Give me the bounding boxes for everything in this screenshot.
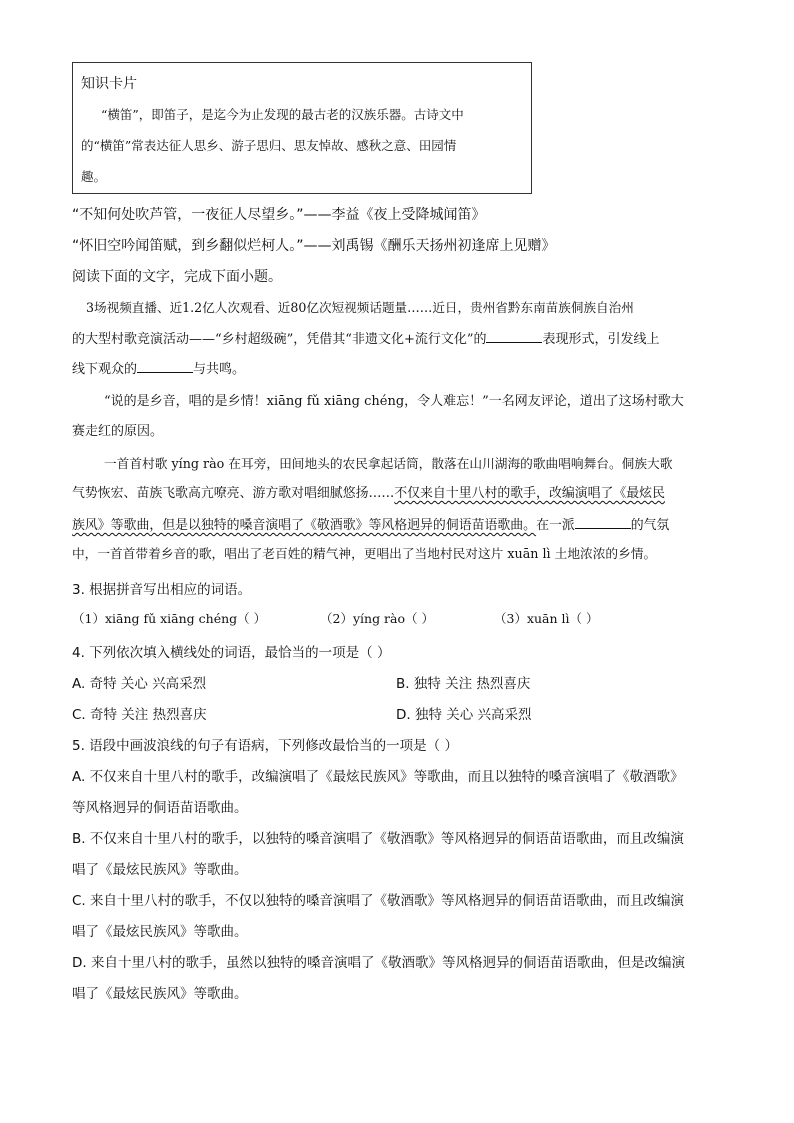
- q4-option-a: A. 奇特 关心 兴高采烈: [72, 676, 207, 692]
- passage-p3-line-1: 一首首村歌 yíng rào 在耳旁，田间地头的农民拿起话筒，散落在山川湖海的歌曲唱响舞台。侗族大歌: [104, 456, 673, 471]
- passage-p3-line-3-b: 在一派: [536, 518, 575, 533]
- q5-option-c-line-2: 唱了《最炫民族风》等歌曲。: [72, 924, 248, 940]
- passage-p1-line-3-a: 线下观众的: [72, 362, 138, 377]
- passage-p2-line-2: 赛走红的原因。: [72, 424, 164, 439]
- card-line-2: 的“横笛”常表达征人思乡、游子思归、思友悼故、感秋之意、田园情: [81, 138, 457, 153]
- blank-2: [137, 358, 193, 373]
- passage-p2-line-1: “说的是乡音，唱的是乡情！xiāng fǔ xiāng chéng，令人难忘！”一名网友评论，道出了这场村歌大: [104, 394, 684, 409]
- poem-line-2: “怀旧空吟闻笛赋，到乡翻似烂柯人。”——刘禹锡《酬乐天扬州初逢席上见赠》: [72, 238, 556, 254]
- passage-p1-line-3-b: 与共鸣。: [193, 362, 246, 377]
- q4-option-c: C. 奇特 关注 热烈喜庆: [72, 707, 207, 723]
- wavy-sentence-part-2: 族风》等歌曲，但是以独特的嗓音演唱了《敬酒歌》等风格迥异的侗语苗语歌曲。: [72, 518, 537, 533]
- q4-stem: 4. 下列依次填入横线处的词语，最恰当的一项是（ ）: [72, 645, 391, 661]
- passage-p1-line-2-a: 的大型村歌竞演活动——“乡村超级碗”，凭借其“非遗文化+流行文化”的: [72, 332, 487, 347]
- card-line-1: “横笛”，即笛子，是迄今为止发现的最古老的汉族乐器。古诗文中: [101, 107, 464, 122]
- q5-option-c-line-1: C. 来自十里八村的歌手，不仅以独特的嗓音演唱了《敬酒歌》等风格迥异的侗语苗语歌曲，而且改编演: [72, 893, 685, 909]
- q5-stem: 5. 语段中画波浪线的句子有语病，下列修改最恰当的一项是（ ）: [72, 738, 458, 754]
- q5-option-a-line-2: 等风格迥异的侗语苗语歌曲。: [72, 800, 248, 816]
- q3-item-3: （3）xuān lì（ ）: [494, 611, 599, 626]
- passage-p1-line-3: [72, 358, 245, 380]
- q5-option-b-line-2: 唱了《最炫民族风》等歌曲。: [72, 862, 248, 878]
- q3-item-2: （2）yíng rào（ ）: [320, 611, 434, 626]
- passage-p1-line-2: [72, 328, 660, 350]
- q5-option-d-line-1: D. 来自十里八村的歌手，虽然以独特的嗓音演唱了《敬酒歌》等风格迥异的侗语苗语歌曲，但是改编演: [72, 955, 685, 971]
- passage-p3-line-2: [72, 484, 665, 504]
- passage-p3-line-3: [72, 514, 669, 536]
- q5-option-d-line-2: 唱了《最炫民族风》等歌曲。: [72, 986, 248, 1002]
- poem-line-1: “不知何处吹芦管，一夜征人尽望乡。”——李益《夜上受降城闻笛》: [72, 207, 486, 223]
- q3-stem: 3. 根据拼音写出相应的词语。: [72, 582, 252, 598]
- q4-option-d: D. 独特 关心 兴高采烈: [396, 707, 532, 723]
- q4-option-b: B. 独特 关注 热烈喜庆: [396, 676, 531, 692]
- knowledge-card: [72, 62, 532, 194]
- passage-p3-line-3-c: 的气氛: [630, 518, 670, 533]
- card-line-3: 趣。: [81, 169, 107, 184]
- q3-item-1: （1）xiāng fǔ xiāng chéng（ ）: [72, 611, 267, 626]
- q5-option-b-line-1: B. 不仅来自十里八村的歌手，以独特的嗓音演唱了《敬酒歌》等风格迥异的侗语苗语歌曲，而且改编演: [72, 831, 684, 847]
- passage-p3-line-2-a: 气势恢宏、苗族飞歌高亢嘹亮、游方歌对唱细腻悠扬……: [72, 486, 395, 501]
- card-title: 知识卡片: [81, 76, 137, 92]
- blank-1: [486, 328, 542, 343]
- wavy-sentence-part-1: 不仅来自十里八村的歌手，改编演唱了《最炫民: [394, 486, 665, 501]
- passage-p1-line-2-b: 表现形式，引发线上: [542, 332, 660, 347]
- passage-p1-line-1: 3场视频直播、近1.2亿人次观看、近80亿次短视频话题量……近日，贵州省黔东南苗族侗族自治州: [86, 300, 634, 315]
- q5-option-a-line-1: A. 不仅来自十里八村的歌手，改编演唱了《最炫民族风》等歌曲，而且以独特的嗓音演唱了《敬酒歌》: [72, 769, 684, 785]
- blank-3: [575, 514, 631, 529]
- passage-p3-line-4: 中，一首首带着乡音的歌，唱出了老百姓的精气神，更唱出了当地村民对这片 xuān lì 土地浓浓的乡情。: [72, 546, 657, 561]
- instruction: 阅读下面的文字，完成下面小题。: [72, 269, 282, 285]
